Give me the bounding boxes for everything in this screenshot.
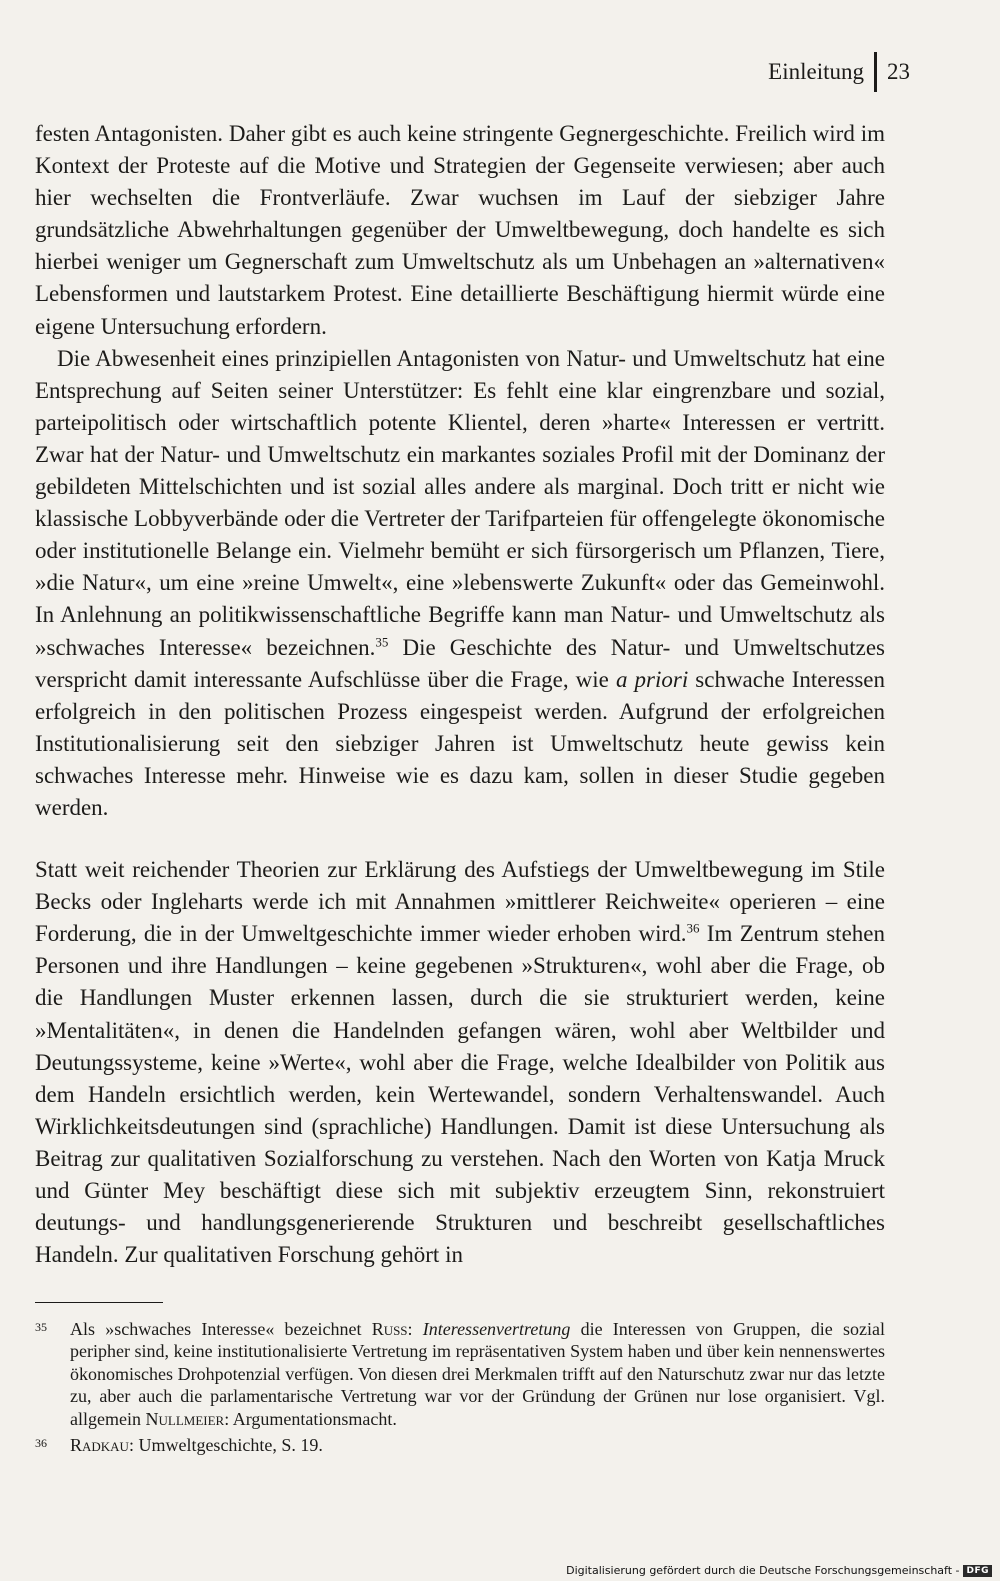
body-text [35,118,885,1271]
footnote-35 [35,1318,885,1430]
paragraph-text: festen Antagonisten. Daher gibt es auch keine stringente Gegnergeschichte. Freilich wird im Kontext der Proteste auf die Motive und Strategien der Gegenseite verwiesen; aber auch hier wechselten die Frontverläufe. Zwar wuchsen im Lauf der siebziger Jahre grundsätzliche Abwehrhaltungen gegenüber der Umweltbewegung, doch handelte es sich hierbei weniger um Gegnerschaft zum Umweltschutz als um Unbehagen an »alternativen« Lebensformen und lautstarkem Protest. Eine detaillierte Beschäftigung hiermit würde eine eigene Untersuchung erfordern. [35,121,885,339]
dfg-logo: DFG [963,1565,992,1577]
footnote-number: 36 [35,1436,47,1451]
author-name: Russ [371,1319,408,1339]
paragraph-1 [35,118,885,343]
paragraph-text: Die Geschichte des Natur- und Umweltschutzes verspricht damit interessante Aufschlüsse über die Frage, wie [35,634,886,692]
footnote-text: : Umweltgeschichte, S. 19. [128,1435,323,1456]
paragraph-text: Im Zentrum stehen Personen und ihre Handlungen – keine gegebenen »Strukturen«, wohl aber die Frage, ob die Handlungen Muster erkennen lassen, durch die sie strukturiert werden, keine »Mentalitäten«, in denen die Handelnden gefangen wären, wohl aber Weltbilder und Deutungssysteme, keine »Werte«, wohl aber die Frage, welche Idealbilder von Politik aus dem Handeln ersichtlich werden, kein Wertewandel, sondern Verhaltenswandel. Auch Wirklichkeitsdeutungen sind (sprachliche) Handlungen. Damit ist diese Untersuchung als Beitrag zur qualitativen Sozialforschung zu verstehen. Nach den Worten von Katja Mruck und Günter Mey beschäftigt diese sich mit subjektiv erzeugtem Sinn, rekonstruiert deutungs- und handlungsgenerierende Strukturen und beschreibt gesellschaftliches Handeln. Zur qualitativen Forschung gehört in [35,921,885,1268]
footnote-number: 35 [35,1320,47,1334]
page-number: 23 [887,59,910,84]
footnote-ref-36[interactable]: 36 [686,920,700,936]
footnote-text: : Argumentationsmacht. [224,1408,397,1429]
author-name: Nullmeier [145,1408,225,1429]
footnote-text: Als »schwaches Interesse« bezeichnet [70,1319,372,1339]
footnote-text: : [407,1319,423,1339]
footnote-text: die Interessen von Gruppen, die sozial peripher sind, keine institutionalisierte Vertretung im repräsentativen System haben und über kein nennenswertes ökonomisches Drohpotenzial verfügen. Von diesen drei Merkmalen trifft auf den Naturschutz zwar nur das letzte zu, aber auch die parlamentarische Vertretung war vor der Gründung der Grünen nur lose organisiert. Vgl. allgemein [70,1319,885,1429]
footnotes [35,1318,885,1460]
footnote-36 [35,1434,885,1456]
paragraph-3 [35,854,885,1271]
paragraph-text: schwache Interessen erfolgreich in den politischen Prozess eingespeist werden. Aufgrund der erfolgreichen Institutionalisierung seit den siebziger Jahren ist Umweltschutz heute gewiss kein schwaches Interesse mehr. Hinweise wie es dazu kam, sollen in dieser Studie gegeben werden. [35,666,885,820]
italic-term: a priori [615,666,689,692]
work-title: Interessenvertretung [422,1319,571,1339]
digitization-credit [566,1564,992,1577]
paragraph-text: Die Abwesenheit eines prinzipiellen Antagonisten von Natur- und Umweltschutz hat eine Entsprechung auf Seiten seiner Unterstützer: Es fehlt eine klar eingrenzbare und sozial, parteipolitisch oder wirtschaftlich potente Klientel, deren »harte« Interessen er vertritt. Zwar hat der Natur- und Umweltschutz ein markantes soziales Profil mit der Dominanz der gebildeten Mittelschichten und ist sozial alles andere als marginal. Doch tritt er nicht wie klassische Lobbyverbände oder die Vertreter der Tarifparteien für offengelegte ökonomische oder institutionelle Belange ein. Vielmehr bemüht er sich fürsorgerisch um Pflanzen, Tiere, »die Natur«, um eine »reine Umwelt«, eine »lebenswerte Zukunft« oder das Gemeinwohl. In Anlehnung an politikwissenschaftliche Begriffe kann man Natur- und Umweltschutz als »schwaches Interesse« bezeichnen. [35,345,885,660]
section-title: Einleitung [768,59,864,84]
footnote-divider [35,1302,163,1303]
credit-text: Digitalisierung gefördert durch die Deutsche Forschungsgemeinschaft - [566,1564,960,1577]
author-name: Radkau [70,1435,129,1456]
paragraph-2 [35,343,885,824]
paragraph-text: Statt weit reichender Theorien zur Erklärung des Aufstiegs der Umweltbewegung im Stile Becks oder Ingleharts werde ich mit Annahmen »mittlerer Reichweite« operieren – eine Forderung, die in der Umweltgeschichte immer wieder erhoben wird. [35,857,885,947]
running-head [768,52,910,92]
footnote-ref-35[interactable]: 35 [375,633,389,649]
header-rule [874,52,877,92]
